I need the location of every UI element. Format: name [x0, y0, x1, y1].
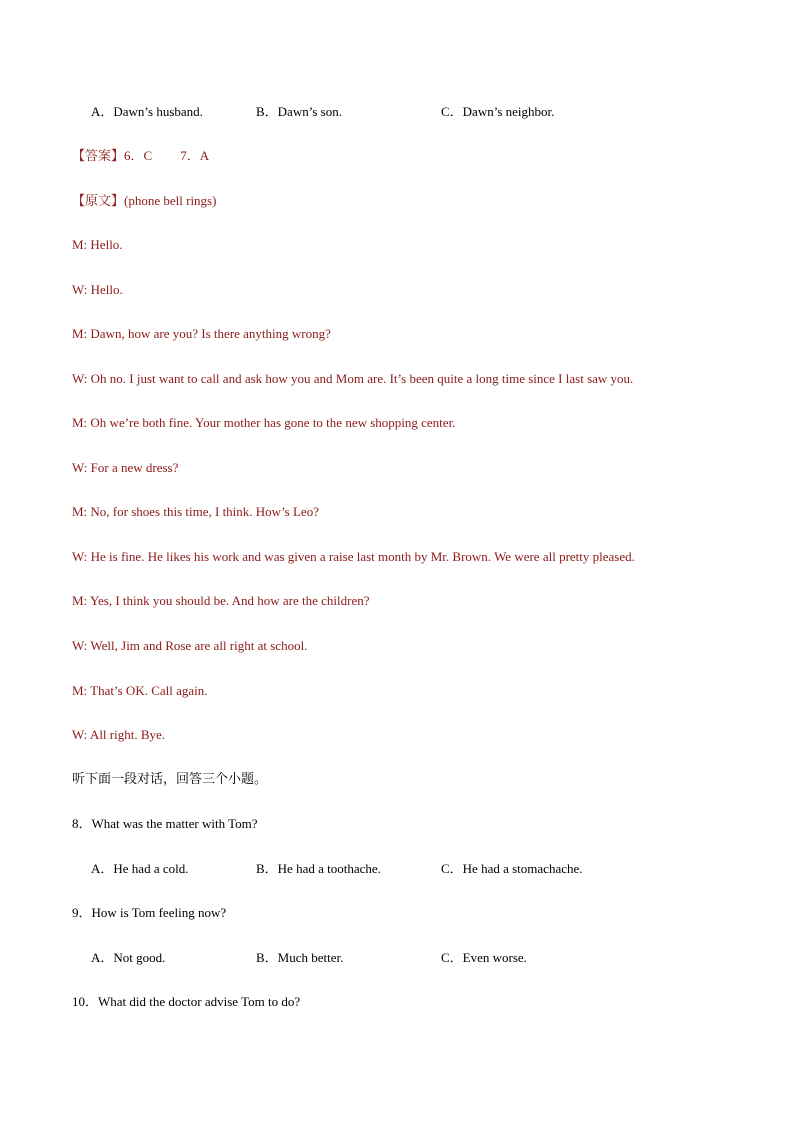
dialogue-line: W: He is fine. He likes his work and was given a raise last month by Mr. Brown. We were all pretty pleased.: [72, 549, 635, 564]
q8-question: 8．What was the matter with Tom?: [72, 816, 258, 831]
dialogue-line: M: Hello.: [72, 237, 123, 252]
section-instruction: 听下面一段对话，回答三个小题。: [72, 772, 268, 787]
original-label: 【原文】: [72, 194, 125, 209]
dialogue-line: M: Yes, I think you should be. And how are the children?: [72, 593, 370, 608]
q8-option-b: B．He had a toothache.: [256, 861, 381, 876]
dialogue-line: M: Dawn, how are you? Is there anything wrong?: [72, 326, 331, 341]
dialogue-line: W: Well, Jim and Rose are all right at school.: [72, 638, 308, 653]
dialogue-line: W: For a new dress?: [72, 460, 179, 475]
q9-option-b: B．Much better.: [256, 950, 344, 965]
q9-option-a: A．Not good.: [91, 950, 166, 965]
q9-question: 9．How is Tom feeling now?: [72, 905, 227, 920]
q8-option-a: A．He had a cold.: [91, 861, 189, 876]
q8-option-c: C．He had a stomachache.: [441, 861, 583, 876]
answer-line: [72, 148, 209, 165]
dialogue-line: M: No, for shoes this time, I think. How’s Leo?: [72, 504, 319, 519]
original-line: [72, 193, 216, 210]
original-note: (phone bell rings): [124, 193, 217, 208]
q9-option-c: C．Even worse.: [441, 950, 527, 965]
answer-value-6: 6．C: [124, 148, 153, 163]
answer-label: 【答案】: [72, 149, 125, 164]
dialogue-line: W: All right. Bye.: [72, 727, 166, 742]
dialogue-line: M: Oh we’re both fine. Your mother has gone to the new shopping center.: [72, 415, 456, 430]
answer-value-7: 7．A: [180, 148, 210, 163]
q10-question: 10．What did the doctor advise Tom to do?: [72, 994, 301, 1009]
q7-option-b: B．Dawn’s son.: [256, 104, 342, 119]
dialogue-line: W: Oh no. I just want to call and ask how you and Mom are. It’s been quite a long time since I last saw you.: [72, 371, 634, 386]
dialogue-line: W: Hello.: [72, 282, 123, 297]
q7-option-a: A．Dawn’s husband.: [91, 104, 203, 119]
dialogue-line: M: That’s OK. Call again.: [72, 683, 208, 698]
q7-option-c: C．Dawn’s neighbor.: [441, 104, 555, 119]
